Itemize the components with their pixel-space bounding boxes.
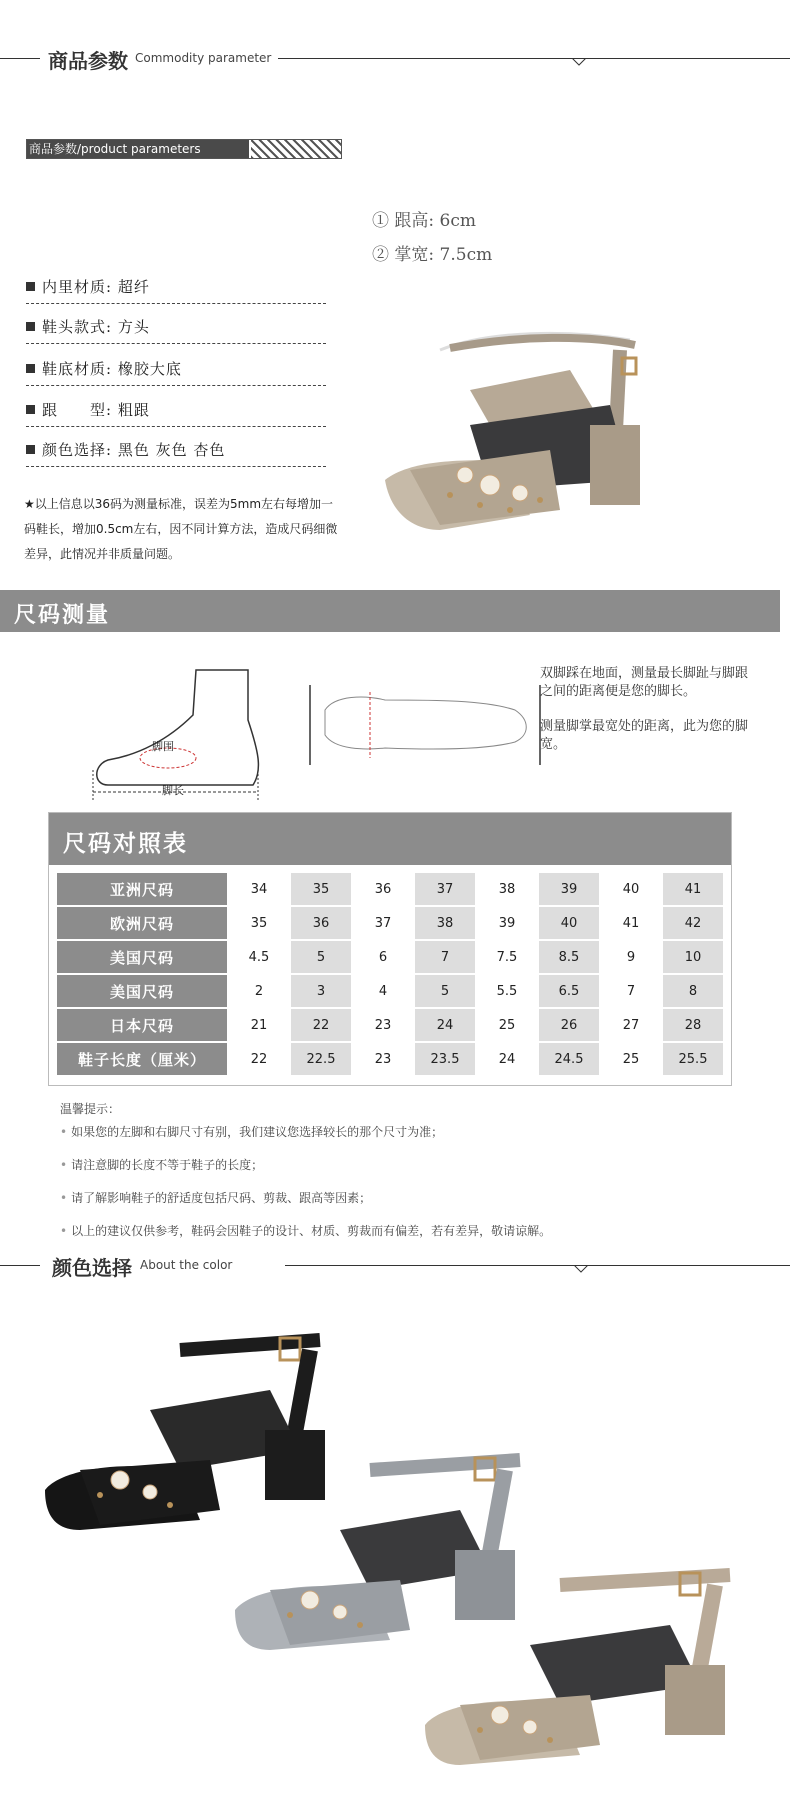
size-row xyxy=(57,975,723,1007)
attr-text: 鞋底材质: 橡胶大底 xyxy=(42,360,182,378)
size-cell: 40 xyxy=(601,873,661,905)
product-parameters-bar xyxy=(26,139,342,159)
size-table xyxy=(55,871,725,1077)
size-cell: 8 xyxy=(663,975,723,1007)
size-cell: 39 xyxy=(477,907,537,939)
size-cell: 23.5 xyxy=(415,1043,475,1075)
size-cell: 4.5 xyxy=(229,941,289,973)
section-header-commodity xyxy=(0,38,790,78)
size-cell: 24 xyxy=(415,1009,475,1041)
size-cell: 23 xyxy=(353,1043,413,1075)
size-row-label: 亚洲尺码 xyxy=(57,873,227,905)
size-cell: 26 xyxy=(539,1009,599,1041)
attr-heel xyxy=(26,387,326,427)
size-cell: 35 xyxy=(229,907,289,939)
foot-width-instruction: 测量脚掌最宽处的距离，此为您的脚宽。 xyxy=(540,719,749,752)
size-cell: 36 xyxy=(291,907,351,939)
size-cell: 39 xyxy=(539,873,599,905)
foot-length-instruction: 双脚踩在地面，测量最长脚趾与脚跟之间的距离便是您的脚长。 xyxy=(540,666,749,699)
size-row-label: 鞋子长度（厘米） xyxy=(57,1043,227,1075)
size-cell: 23 xyxy=(353,1009,413,1041)
size-row-label: 美国尺码 xyxy=(57,975,227,1007)
size-cell: 25 xyxy=(477,1009,537,1041)
tip-item: • 如果您的左脚和右脚尺寸有别，我们建议您选择较长的那个尺寸为准； xyxy=(60,1123,551,1140)
sandal-apricot-image-2 xyxy=(420,1555,760,1780)
section-title-cn: 商品参数 xyxy=(48,49,128,73)
section-title-cn: 颜色选择 xyxy=(52,1256,132,1280)
size-cell: 6 xyxy=(353,941,413,973)
size-cell: 24.5 xyxy=(539,1043,599,1075)
size-cell: 35 xyxy=(291,873,351,905)
size-cell: 28 xyxy=(663,1009,723,1041)
tip-item: • 请了解影响鞋子的舒适度包括尺码、剪裁、跟高等因素； xyxy=(60,1189,551,1206)
size-cell: 2 xyxy=(229,975,289,1007)
size-row xyxy=(57,873,723,905)
size-cell: 22 xyxy=(291,1009,351,1041)
size-cell: 4 xyxy=(353,975,413,1007)
foot-girth-label: 脚围 xyxy=(152,740,174,753)
size-cell: 40 xyxy=(539,907,599,939)
size-row xyxy=(57,941,723,973)
size-cell: 25 xyxy=(601,1043,661,1075)
attr-toe xyxy=(26,304,326,344)
attr-text: 跟 型: 粗跟 xyxy=(42,401,150,419)
size-cell: 41 xyxy=(601,907,661,939)
size-row-label: 日本尺码 xyxy=(57,1009,227,1041)
header-line-left xyxy=(0,1265,40,1266)
size-cell: 37 xyxy=(415,873,475,905)
size-cell: 38 xyxy=(477,873,537,905)
section-title-en: Commodity parameter xyxy=(135,51,272,65)
size-cell: 37 xyxy=(353,907,413,939)
size-cell: 5 xyxy=(291,941,351,973)
notch-icon xyxy=(572,58,586,66)
section-title-en: About the color xyxy=(140,1258,233,1272)
bullet-square-icon xyxy=(26,364,35,373)
heel-height: ① 跟高: 6cm xyxy=(372,211,476,231)
attr-sole xyxy=(26,346,326,386)
size-cell: 6.5 xyxy=(539,975,599,1007)
bullet-square-icon xyxy=(26,322,35,331)
attr-lining xyxy=(26,264,326,304)
foot-length-label: 脚长 xyxy=(162,784,184,797)
size-row-label: 欧洲尺码 xyxy=(57,907,227,939)
hatch-decoration xyxy=(251,140,341,158)
size-cell: 27 xyxy=(601,1009,661,1041)
size-chart-title: 尺码对照表 xyxy=(63,830,188,857)
size-cell: 34 xyxy=(229,873,289,905)
foot-top-diagram xyxy=(305,680,545,770)
attr-text: 颜色选择: 黑色 灰色 杏色 xyxy=(42,441,226,459)
size-cell: 22 xyxy=(229,1043,289,1075)
size-measure-band xyxy=(0,590,780,632)
tip-item: • 请注意脚的长度不等于鞋子的长度； xyxy=(60,1156,551,1173)
foot-side-diagram xyxy=(88,660,268,800)
header-line-right xyxy=(285,1265,790,1266)
size-cell: 10 xyxy=(663,941,723,973)
measurement-note: ★以上信息以36码为测量标准，误差为5mm左右每增加一码鞋长，增加0.5cm左右，因不同计算方法，造成尺码细微差异，此情况并非质量问题。 xyxy=(24,497,338,561)
size-chart-header xyxy=(49,813,731,865)
attr-color xyxy=(26,427,326,467)
product-parameters-label: 商品参数/product parameters xyxy=(27,140,249,158)
size-row xyxy=(57,907,723,939)
size-cell: 7 xyxy=(601,975,661,1007)
attr-text: 内里材质: 超纤 xyxy=(42,278,150,296)
size-cell: 25.5 xyxy=(663,1043,723,1075)
size-row-label: 美国尺码 xyxy=(57,941,227,973)
section-header-color xyxy=(0,1245,790,1285)
size-cell: 24 xyxy=(477,1043,537,1075)
size-cell: 9 xyxy=(601,941,661,973)
bullet-square-icon xyxy=(26,405,35,414)
size-chart xyxy=(48,812,732,1086)
size-cell: 5.5 xyxy=(477,975,537,1007)
forefoot-width: ② 掌宽: 7.5cm xyxy=(372,245,493,265)
size-cell: 38 xyxy=(415,907,475,939)
header-line-right xyxy=(278,58,790,59)
tips-title: 温馨提示： xyxy=(60,1102,121,1116)
size-row xyxy=(57,1009,723,1041)
size-cell: 7.5 xyxy=(477,941,537,973)
notch-icon xyxy=(574,1265,588,1273)
attr-text: 鞋头款式: 方头 xyxy=(42,318,150,336)
size-cell: 8.5 xyxy=(539,941,599,973)
size-cell: 42 xyxy=(663,907,723,939)
warm-tips xyxy=(60,1100,551,1255)
bullet-square-icon xyxy=(26,445,35,454)
size-cell: 3 xyxy=(291,975,351,1007)
size-cell: 41 xyxy=(663,873,723,905)
bullet-square-icon xyxy=(26,282,35,291)
header-line-left xyxy=(0,58,40,59)
size-cell: 36 xyxy=(353,873,413,905)
size-row xyxy=(57,1043,723,1075)
size-cell: 21 xyxy=(229,1009,289,1041)
size-cell: 5 xyxy=(415,975,475,1007)
size-measure-title: 尺码测量 xyxy=(14,602,111,628)
size-cell: 22.5 xyxy=(291,1043,351,1075)
tip-item: • 以上的建议仅供参考，鞋码会因鞋子的设计、材质、剪裁而有偏差，若有差异，敬请谅解。 xyxy=(60,1222,551,1239)
size-cell: 7 xyxy=(415,941,475,973)
sandal-apricot-image xyxy=(370,310,730,560)
